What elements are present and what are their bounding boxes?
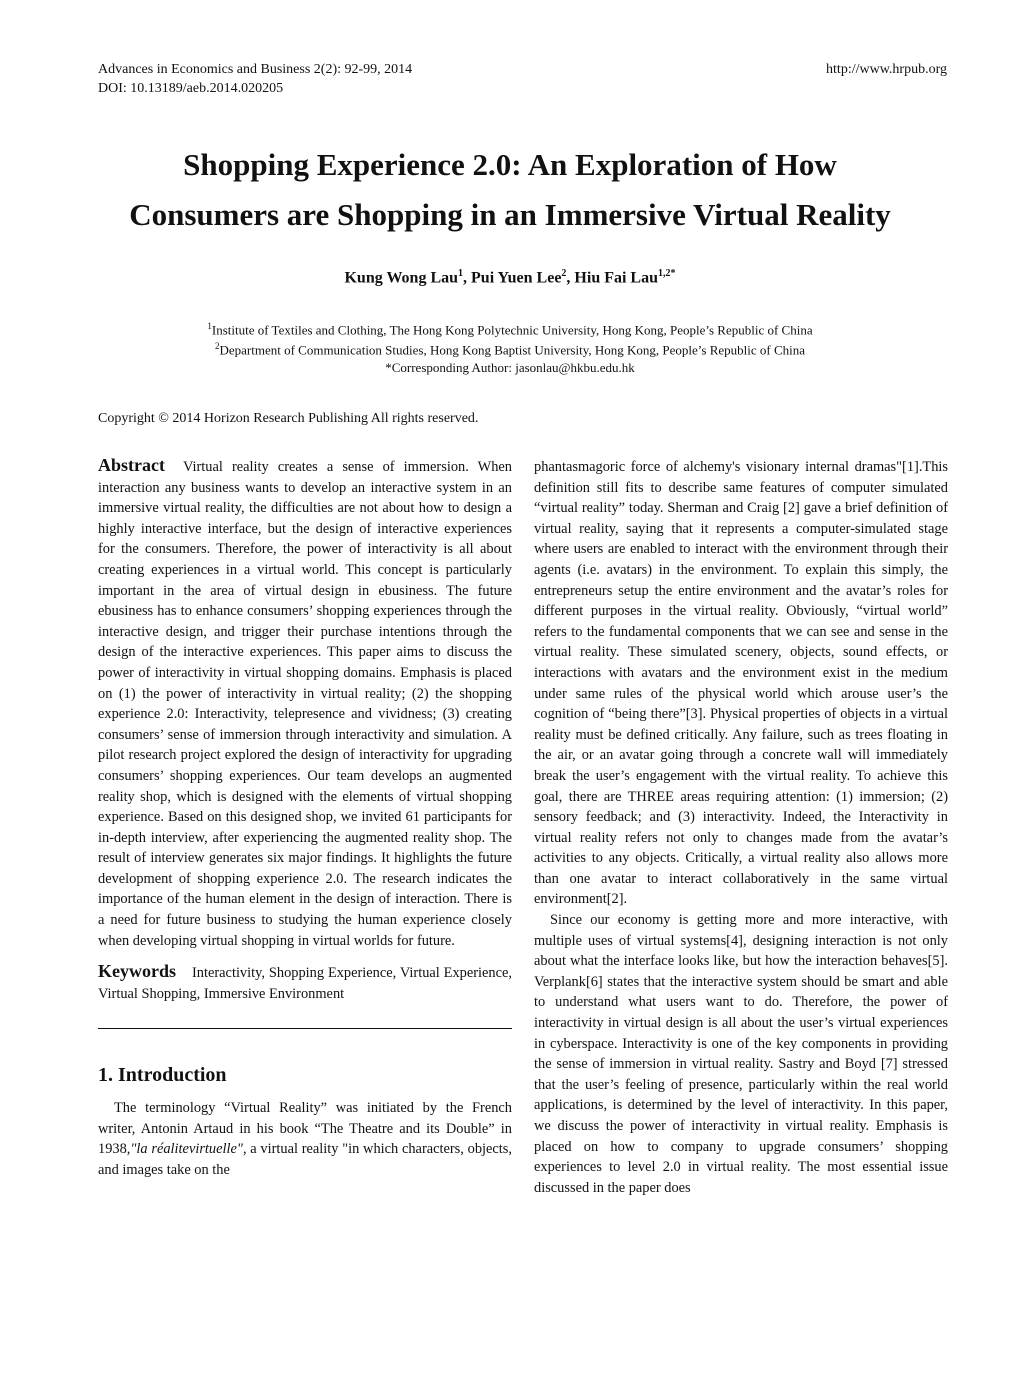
affiliations xyxy=(0,318,1020,376)
journal-url[interactable]: http://www.hrpub.org xyxy=(826,62,947,77)
right-column xyxy=(534,457,948,1198)
title-line-1: Shopping Experience 2.0: An Exploration of How xyxy=(183,147,837,182)
running-header xyxy=(98,60,412,98)
abstract-heading: Abstract xyxy=(98,455,165,475)
body-paragraph: phantasmagoric force of alchemy's visionary internal dramas"[1].This definition still fits to describe same features of computer simulated “virtual reality” today. Sherman and Craig [2] gave a brief definition of virtual reality, saying that it represents a computer-simulated stage where users are enabled to interact with the environment through their agents (i.e. avatars) in the environment. To explain this simply, the entrepreneurs setup the entire environment and the avatar’s roles for different purposes in the virtual reality. Obviously, “virtual world” refers to the fundamental components that we can see and sense in the virtual reality. These simulated scenery, objects, sound effects, or interactions with avatars and the environment exist in the medium under same rules of the physical world which arouse user’s the cognition of “being there”[3]. Physical properties of objects in a virtual reality must be defined critically. Any failure, such as trees floating in the air, or an avatar going through a concrete wall will immediately break the user’s engagement with the virtual reality. To achieve this goal, there are THREE areas requiring attention: (1) immersion; (2) sensory feedback; and (3) interactivity. Indeed, the Interactivity in virtual reality refers not only to changes made from the avatar’s activities to any objects. Critically, a virtual reality also allows more than one avatar to interact collaboratively in the same virtual environment[2]. xyxy=(534,459,948,908)
copyright-notice: Copyright © 2014 Horizon Research Publishing All rights reserved. xyxy=(98,411,479,426)
journal-citation: Advances in Economics and Business 2(2): 92-99, 2014 xyxy=(98,62,413,77)
section-divider xyxy=(98,1028,512,1029)
abstract xyxy=(98,455,512,951)
abstract-text: Virtual reality creates a sense of immersion. When interaction any business wants to develop an interactive system in an immersive virtual reality, the difficulties are not about how to design a highly interactive interface, but the design of interactive experiences for the consumers. Therefore, the power of interactivity is all about creating experiences in a virtual world. This concept is particularly important in the area of virtual design in ebusiness. The future ebusiness has to enhance consumers’ shopping experiences through the interactive design, and trigger their purchase intentions through the design of the interactive experiences. This paper aims to discuss the power of interactivity in virtual shopping domains. Emphasis is placed on (1) the power of interactivity in virtual reality; (2) the shopping experience 2.0: Interactivity, telepresence and vividness; (3) creating consumers’ sense of immersion through interactivity and simulation. A pilot research project explored the design of interactivity for upgrading consumers’ shopping experiences. Our team develops an augmented reality shop, which is designed with the elements of virtual shopping experience. Based on this designed shop, we invited 61 participants for in-depth interview, after experiencing the augmented reality shop. The result of interview generates six major findings. It highlights the future development of shopping experience 2.0. The research indicates the importance of the human element in the design of interaction. There is a need for future business to studying the human experience closely when developing virtual shopping in virtual worlds for future. xyxy=(98,459,512,949)
author-sup: 2 xyxy=(561,268,567,279)
keywords-text: Interactivity, Shopping Experience, Virtual Experience, Virtual Shopping, Immersive Environment xyxy=(98,965,512,1002)
body-paragraph: Since our economy is getting more and more interactive, with multiple uses of virtual systems[4], designing interaction is not only about what the interface looks like, but how the interaction behaves[5]. Verplank[6] states that the interactive system should be smart and able to understand what users want to do. Therefore, the power of interactivity in virtual design is all about the user’s virtual experiences in cyberspace. Interactivity is one of the key components in providing the sense of immersion in virtual reality. Sastry and Boyd [7] stressed that the user’s feeling of presence, particularly within the real world applications, is determined by the level of interactivity. In this paper, we discuss the power of interactivity in virtual reality. Emphasis is placed on how to company to upgrade consumers’ shopping experiences to level 2.0 in virtual reality. The most essential issue discussed in the paper does xyxy=(534,912,948,1196)
intro-paragraph: The terminology “Virtual Reality” was initiated by the French writer, Antonin Artaud in his book “The Theatre and its Double” in 1938,"la réalitevirtuelle", a virtual reality "in which characters, objects, and images take on the xyxy=(98,1100,512,1178)
title-line-2: Consumers are Shopping in an Immersive Virtual Reality xyxy=(129,197,891,232)
keywords-heading: Keywords xyxy=(98,961,176,982)
keywords xyxy=(98,961,512,1004)
author-name: Kung Wong Lau xyxy=(344,269,459,287)
corresponding-author: *Corresponding Author: jasonlau@hkbu.edu.hk xyxy=(385,359,635,375)
author-sup: 1 xyxy=(458,268,464,279)
paper-title xyxy=(60,140,960,240)
section-heading-introduction: 1. Introduction xyxy=(98,1064,227,1087)
affiliation-2: $^2$Department of Communication Studies, Hong Kong Baptist University, Hong Kong, People’s Republic of China xyxy=(214,341,806,358)
affiliation-1: $^1$Institute of Textiles and Clothing, The Hong Kong Polytechnic University, Hong Kong, People’s Republic of China xyxy=(207,321,813,338)
author-name: Pui Yuen Lee xyxy=(471,269,562,287)
author-name: Hiu Fai Lau xyxy=(574,269,658,287)
author-list: Kung Wong Lau$^1$, Pui Yuen Lee$^2$, Hiu Fai Lau$^{1,2*}$ xyxy=(344,268,676,287)
left-column xyxy=(98,455,512,1180)
author-sup: 1,2* xyxy=(658,268,676,279)
doi: DOI: 10.13189/aeb.2014.020205 xyxy=(98,81,284,96)
french-term: "la réalitevirtuelle" xyxy=(130,1141,243,1158)
